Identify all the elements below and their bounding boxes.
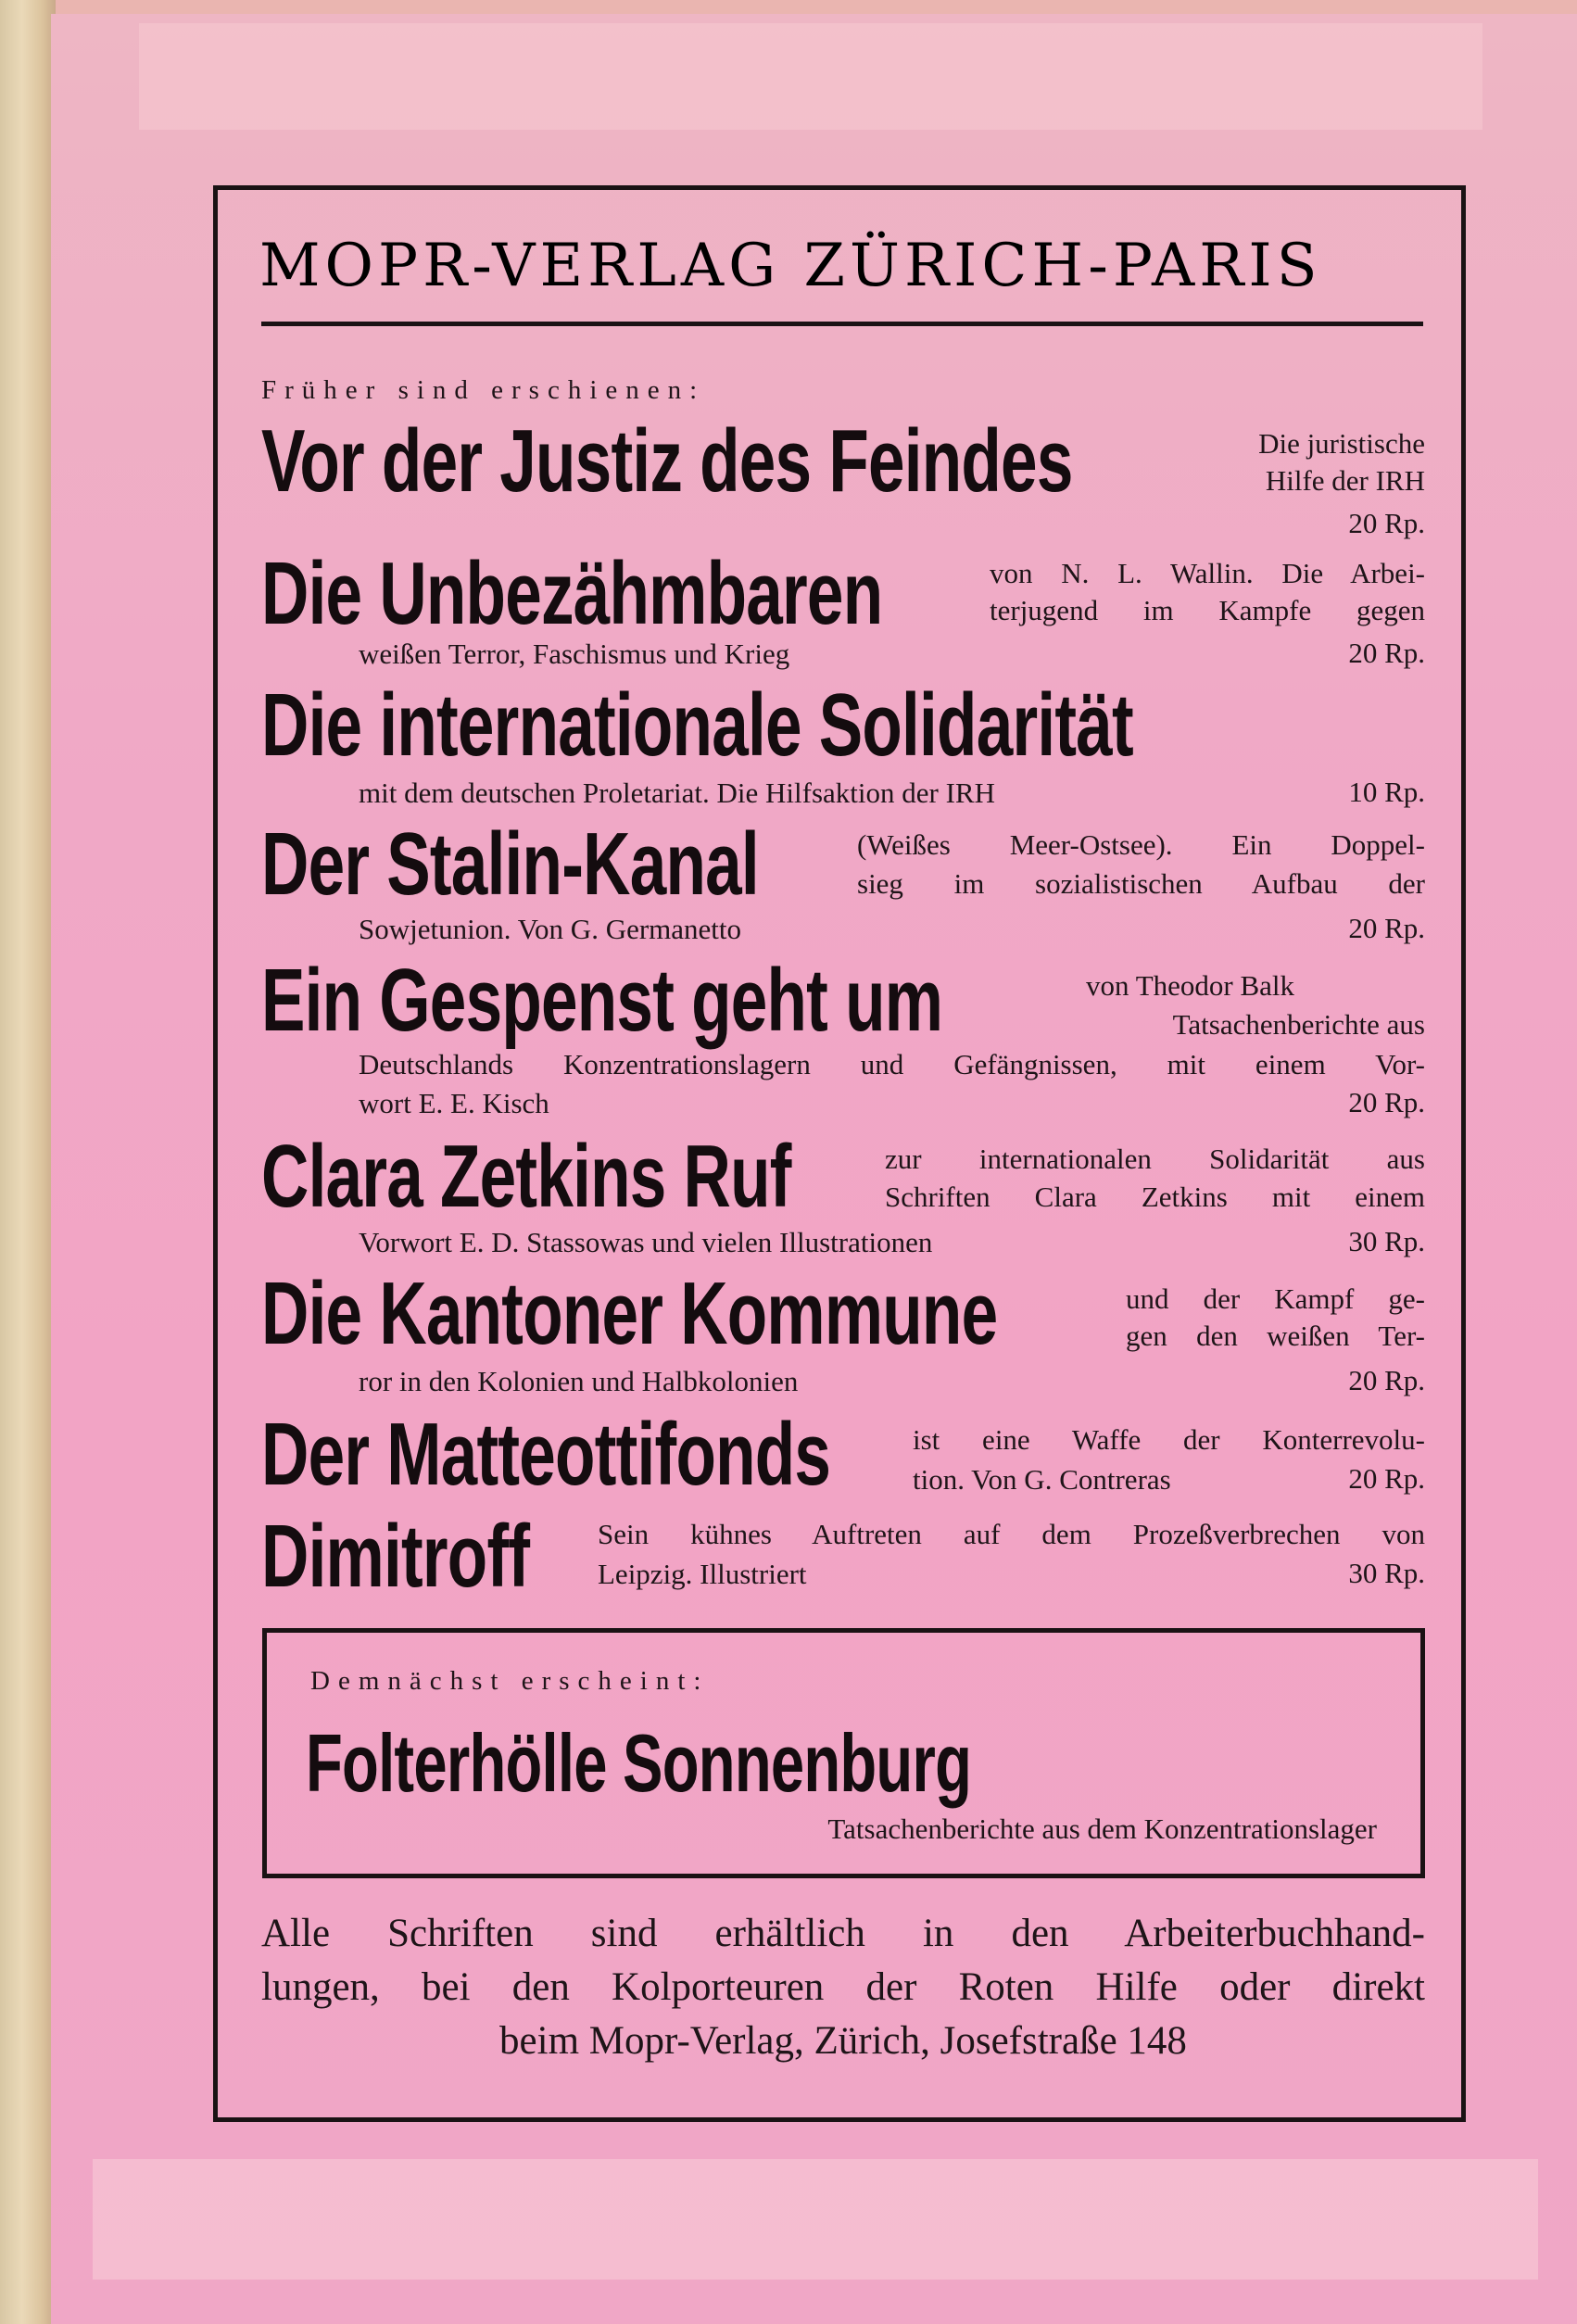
forthcoming-title: Folterhölle Sonnenburg — [306, 1717, 972, 1809]
book-desc-line: Tatsachenberichte aus — [1172, 1008, 1425, 1041]
book-price: 20 Rp. — [1348, 1364, 1425, 1396]
book-price: 20 Rp. — [1348, 507, 1425, 539]
publisher-heading: MOPR-VERLAG ZÜRICH-PARIS — [259, 232, 1322, 300]
tape-strip-bottom — [93, 2159, 1538, 2280]
book-desc-line: (Weißes Meer-Ostsee). Ein Doppel- — [857, 828, 1425, 861]
forthcoming-label: Demnächst erscheint: — [310, 1666, 710, 1696]
book-desc-line: von N. L. Wallin. Die Arbei- — [990, 557, 1425, 589]
book-desc-line: mit dem deutschen Proletariat. Die Hilfsaktion der IRH — [359, 777, 995, 809]
forthcoming-subtitle: Tatsachenberichte aus dem Konzentrationslager — [827, 1812, 1377, 1845]
book-title: Vor der Justiz des Feindes — [261, 411, 1073, 511]
book-price: 10 Rp. — [1348, 776, 1425, 808]
book-title: Dimitroff — [261, 1507, 530, 1606]
previously-published-label: Früher sind erschienen: — [261, 375, 706, 405]
book-title: Der Matteottifonds — [261, 1405, 831, 1504]
book-desc-line: von Theodor Balk — [1086, 969, 1295, 1002]
book-desc-line: ror in den Kolonien und Halbkolonien — [359, 1365, 799, 1397]
footer-line: beim Mopr-Verlag, Zürich, Josefstraße 148 — [499, 2019, 1187, 2063]
book-title: Ein Gespenst geht um — [261, 951, 943, 1050]
book-desc-line: Leipzig. Illustriert — [598, 1558, 807, 1590]
heading-rule — [261, 322, 1423, 326]
book-desc-line: gen den weißen Ter- — [1126, 1320, 1425, 1352]
book-desc-line: Schriften Clara Zetkins mit einem — [885, 1181, 1425, 1213]
book-price: 20 Rp. — [1348, 637, 1425, 669]
book-title: Die internationale Solidarität — [261, 676, 1133, 775]
book-desc-line: Die juristische — [1258, 427, 1425, 460]
book-desc-line: tion. Von G. Contreras — [913, 1463, 1171, 1496]
book-title: Die Kantoner Kommune — [261, 1264, 998, 1363]
book-title: Der Stalin-Kanal — [261, 815, 759, 914]
book-desc-line: weißen Terror, Faschismus und Krieg — [359, 638, 790, 670]
book-title: Clara Zetkins Ruf — [261, 1127, 791, 1226]
tape-strip-top — [139, 23, 1482, 130]
book-desc-line: sieg im sozialistischen Aufbau der — [857, 867, 1425, 900]
book-title: Die Unbezähmbaren — [261, 544, 883, 643]
book-desc-line: Sein kühnes Auftreten auf dem Prozeßverbrechen von — [598, 1518, 1425, 1550]
book-desc-line: Sowjetunion. Von G. Germanetto — [359, 913, 742, 945]
book-desc-line: Deutschlands Konzentrationslagern und Gefängnissen, mit einem Vor- — [359, 1048, 1425, 1080]
book-price: 30 Rp. — [1348, 1557, 1425, 1589]
book-desc-line: Vorwort E. D. Stassowas und vielen Illustrationen — [359, 1226, 933, 1258]
book-price: 20 Rp. — [1348, 1462, 1425, 1495]
book-price: 20 Rp. — [1348, 912, 1425, 944]
book-desc-line: ist eine Waffe der Konterrevolu- — [913, 1423, 1425, 1456]
footer-line: lungen, bei den Kolporteuren der Roten Hilfe oder direkt — [261, 1965, 1425, 2009]
book-desc-line: Hilfe der IRH — [1265, 464, 1425, 497]
book-desc-line: wort E. E. Kisch — [359, 1087, 549, 1119]
book-desc-line: terjugend im Kampfe gegen — [990, 594, 1425, 626]
footer-line: Alle Schriften sind erhältlich in den Arbeiterbuchhand- — [261, 1912, 1425, 1955]
book-spine — [0, 0, 56, 2324]
book-desc-line: und der Kampf ge- — [1126, 1282, 1425, 1315]
book-price: 20 Rp. — [1348, 1086, 1425, 1118]
book-desc-line: zur internationalen Solidarität aus — [885, 1143, 1425, 1175]
book-price: 30 Rp. — [1348, 1225, 1425, 1257]
